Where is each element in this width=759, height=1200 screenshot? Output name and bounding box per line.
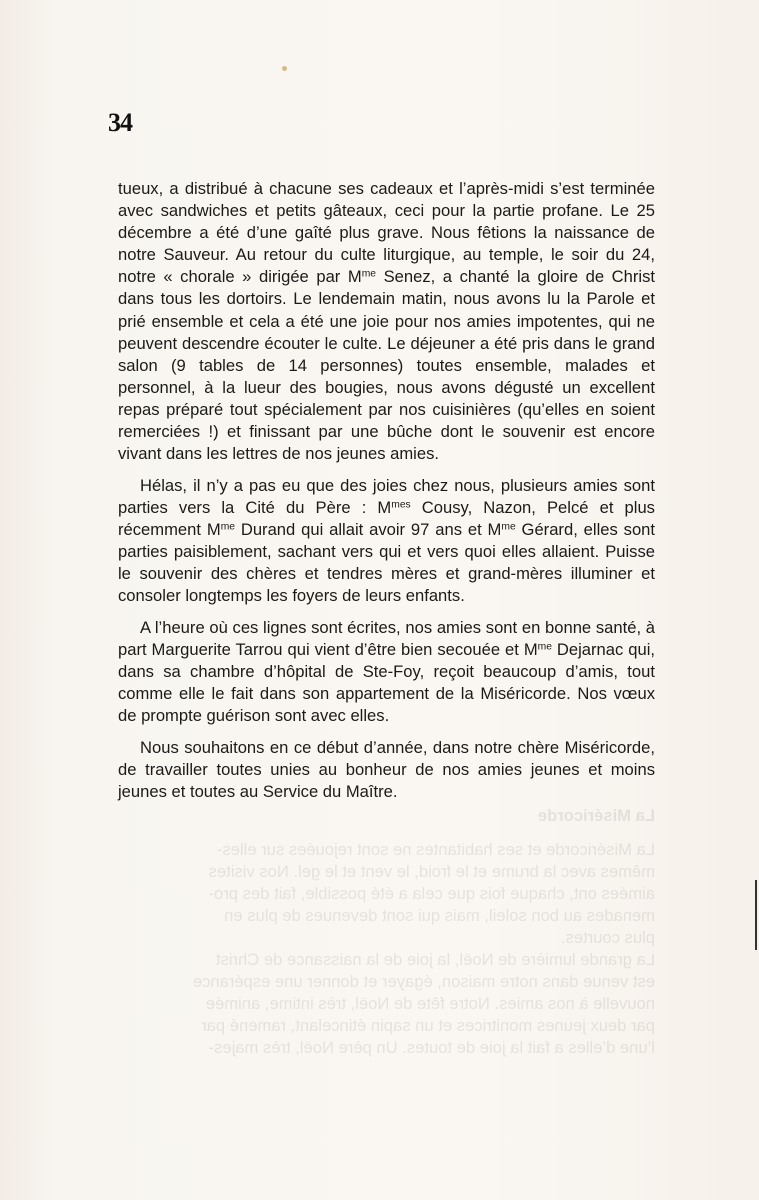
superscript: me	[501, 521, 516, 533]
text-segment: Gérard, elles sont parties paisiblement, sachant vers qui et vers quoi elles allaient. Puisse le souvenir des chères et tendres mères et grand-mères illuminer et consoler longtemps les foyers de leurs enfants.	[118, 519, 656, 606]
show-through-line: menades au bon soleil, mais qui sont devenues de plus en	[224, 906, 655, 925]
show-through-text	[118, 805, 655, 1059]
show-through-line: mêmes avec la brume et le froid, le vent et le gel. Nos visites	[208, 862, 655, 881]
superscript: mes	[391, 499, 411, 511]
show-through-line: plus courtes.	[560, 928, 655, 947]
paragraph	[118, 737, 655, 803]
show-through-line: La Miséricorde et ses habitantes ne sont rejouées sur elles-	[216, 840, 655, 859]
show-through-line: nouvelle à nos amies. Notre fête de Noël, très intime, animée	[205, 994, 655, 1013]
text-segment: A l’heure où ces lignes sont écrites, nos amies sont en bonne santé, à part Marguerite Tarrou qui vient d’être bien secouée et M	[118, 617, 655, 659]
text-segment: Nous souhaitons en ce début d’année, dans notre chère Miséricorde, de travailler toutes unies au bonheur de nos amies jeunes et moins jeunes et toutes au Service du Maître.	[118, 737, 655, 801]
show-through-lines	[118, 839, 655, 1059]
text-segment: Durand qui allait avoir 97 ans et M	[234, 519, 502, 539]
show-through-heading: La Miséricorde	[537, 806, 655, 825]
page-edge-mark	[755, 880, 757, 950]
show-through-line: par deux jeunes monitrices et un sapin étincelant, ramené par	[201, 1016, 655, 1035]
text-segment: Cousy, Nazon, Pelcé et plus récemment M	[118, 497, 655, 539]
text-segment: Hélas, il n’y a pas eu que des joies chez nous, plusieurs amies sont parties vers la Cité du Père : M	[118, 475, 655, 517]
show-through-line: l’une d’elles a fait la joie de toutes. Un père Noël, très majes-	[208, 1038, 655, 1057]
text-segment: Senez, a chanté la gloire de Christ dans tous les dortoirs. Le lendemain matin, nous avons lu la Parole et prié ensemble et cela a été une joie pour nos amies impotentes, qui ne peuvent descendre écouter le culte. Le déjeuner a été pris dans le grand salon (9 tables de 14 personnes) toutes ensemble, malades et personnel, à la lueur des bougies, nous avons dégusté un excellent repas préparé tout spécialement par nos cuisinières (qu’elles en soient remerciées !) et finissant par une bûche dont le souvenir est encore vivant dans les lettres de nos jeunes amies.	[118, 267, 655, 464]
paragraph	[118, 617, 655, 727]
text-segment: tueux, a distribué à chacune ses cadeaux et l’après-midi s’est terminée avec sandwiches et petits gâteaux, ceci pour la partie profane. Le 25 décembre a été d’une gaîté plus grave. Nous fêtions la naissance de notre Sauveur. Au retour du culte liturgique, au temple, le soir du 24, notre « chorale » dirigée par M	[118, 179, 655, 287]
body-text	[118, 178, 655, 813]
show-through-line: est venue dans notre maison, égayer et donner une espérance	[192, 972, 655, 991]
superscript: me	[537, 641, 552, 653]
show-through-line: La grande lumière de Noël, la joie de la naissance de Christ	[215, 950, 655, 969]
paragraph	[118, 475, 655, 608]
ink-spot	[282, 66, 287, 71]
superscript: me	[361, 268, 377, 280]
show-through-line: aimées ont, chaque fois que cela a été possible, fait des pro-	[208, 884, 655, 903]
text-segment: Dejarnac qui, dans sa chambre d’hôpital de Ste-Foy, reçoit beaucoup d’amis, tout comme elle le fait dans son appartement de la Miséricorde. Nos vœux de prompte guérison sont avec elles.	[118, 639, 655, 726]
page-number: 34	[108, 108, 132, 137]
superscript: me	[220, 521, 235, 533]
paragraph	[118, 178, 655, 465]
